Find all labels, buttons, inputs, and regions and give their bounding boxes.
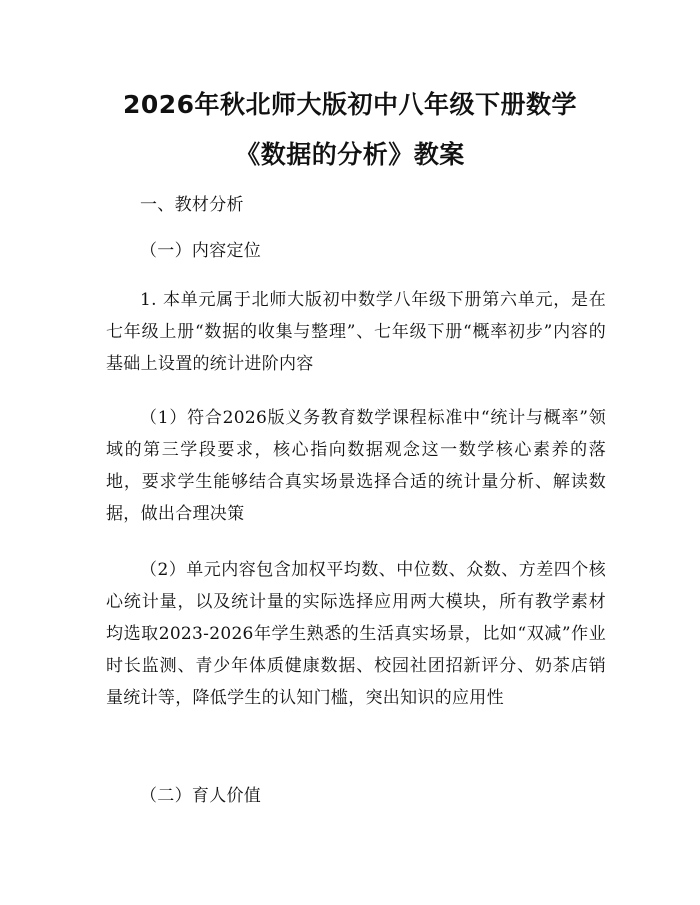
document-title: 2026年秋北师大版初中八年级下册数学《数据的分析》教案	[122, 90, 578, 169]
paragraph-unit-content: （2）单元内容包含加权平均数、中位数、众数、方差四个核心统计量，以及统计量的实际选择应用两大模块，所有教学素材均选取2023-2026年学生熟悉的生活真实场景，比如“双减”作业时长监测、青少年体质健康数据、校园社团招新评分、奶茶店销量统计等，降低学生的认知门槛，突出知识的应用性	[106, 560, 606, 708]
section-heading-teaching-material-analysis: 一、教材分析	[140, 195, 244, 215]
paragraph-curriculum-standard: （1）符合2026版义务教育数学课程标准中“统计与概率”领域的第三学段要求，核心指向数据观念这一数学核心素养的落地，要求学生能够结合真实场景选择合适的统计量分析、解读数据，做出合理决策	[106, 408, 606, 524]
subsection-heading-educational-value: （二）育人价值	[140, 786, 262, 806]
paragraph-unit-placement: 1. 本单元属于北师大版初中数学八年级下册第六单元，是在七年级上册“数据的收集与整理”、七年级下册“概率初步”内容的基础上设置的统计进阶内容	[106, 290, 606, 374]
subsection-heading-content-positioning: （一）内容定位	[140, 241, 262, 261]
